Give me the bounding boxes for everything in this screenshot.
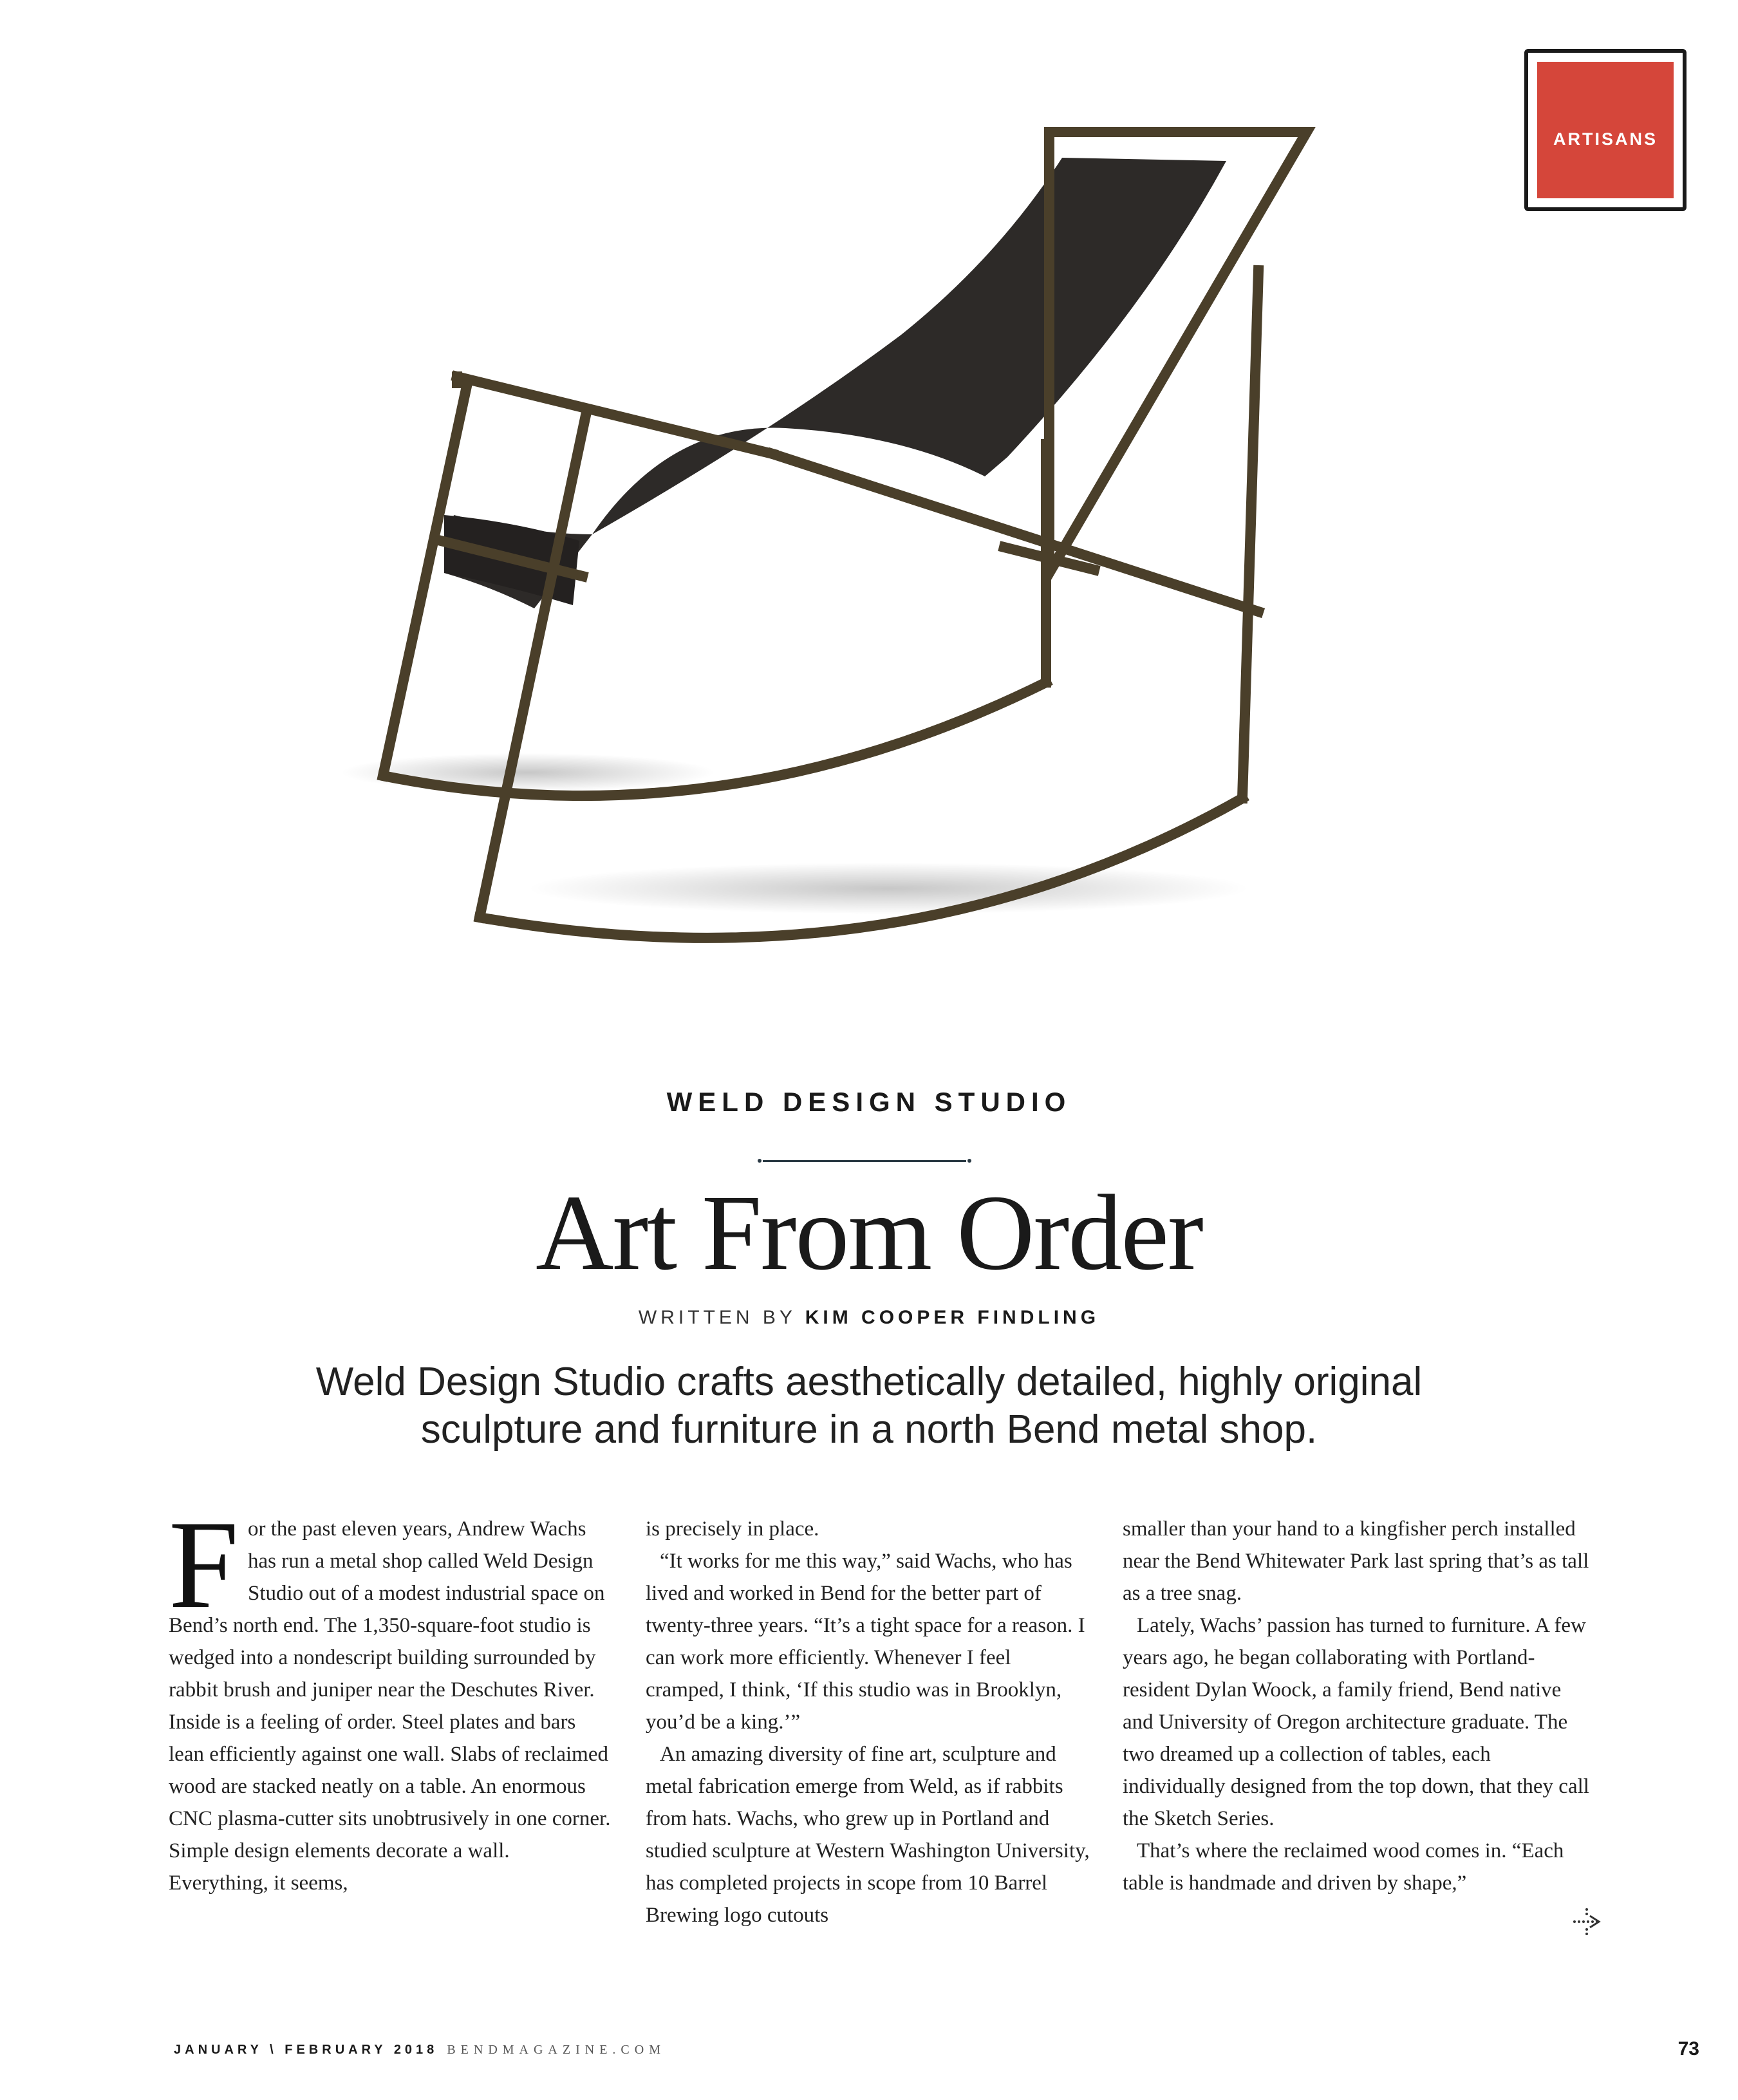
body-paragraph: smaller than your hand to a kingfisher perch installed near the Bend Whitewater Park last spring that’s as tall as a tree snag. xyxy=(1123,1517,1589,1605)
byline xyxy=(0,1307,1738,1329)
body-column-1 xyxy=(169,1495,613,1899)
section-label: ARTISANS xyxy=(1553,129,1658,149)
hero-chair-photo xyxy=(322,97,1352,1036)
footer-issue-date: JANUARY \ FEBRUARY 2018 xyxy=(174,2043,438,2057)
body-column-2 xyxy=(646,1513,1090,1931)
floor-shadow-right xyxy=(528,863,1249,914)
body-paragraph: “It works for me this way,” said Wachs, who has lived and worked in Bend for the better part of twenty-three years. “It’s a tight space for a reason. I can work more efficiently. Whenever I feel cramped, I think, ‘If this studio was in Brooklyn, you’d be a king.’” xyxy=(646,1550,1085,1734)
body-paragraph: An amazing diversity of fine art, sculpture and metal fabrication emerge from Weld, as if rabbits from hats. Wachs, who grew up in Portland and studied sculpture at Western Washington University, has completed projects in scope from 10 Barrel Brewing logo cutouts xyxy=(646,1743,1090,1927)
body-paragraph: Lately, Wachs’ passion has turned to furniture. A few years ago, he began collaborating with Portland-resident Dylan Woock, a family friend, Bend native and University of Oregon architecture graduate. The two dreamed up a collection of tables, each individually designed from the top down, that they call the Sketch Series. xyxy=(1123,1614,1589,1830)
floor-shadow-left xyxy=(341,753,715,792)
front-leg-near xyxy=(480,415,586,917)
section-badge-fill xyxy=(1537,62,1674,198)
body-paragraph: is precisely in place. xyxy=(646,1517,819,1541)
rear-leg-near xyxy=(1242,270,1258,798)
divider-rule xyxy=(763,1160,966,1162)
side-rail-near xyxy=(772,454,1258,612)
byline-author: KIM COOPER FINDLING xyxy=(805,1307,1100,1328)
body-column-3 xyxy=(1123,1513,1593,1899)
article-headline: Art From Order xyxy=(536,1173,1202,1293)
byline-prefix: WRITTEN BY xyxy=(638,1307,796,1328)
front-leg-far xyxy=(383,386,467,776)
footer-issue xyxy=(174,2043,666,2058)
drop-cap: F xyxy=(169,1495,239,1635)
footer-site: BENDMAGAZINE.COM xyxy=(447,2043,666,2057)
page-number: 73 xyxy=(1677,2038,1699,2059)
body-paragraph: or the past eleven years, Andrew Wachs has run a metal shop called Weld Design Studio out of a modest industrial space on Bend’s north end. The 1,350-square-foot studio is wedged into a nondescript building surrounded by rabbit brush and juniper near the Deschutes River. Inside is a feeling of order. Steel plates and bars lean efficiently against one wall. Slabs of reclaimed wood are stacked neatly on a table. An enormous CNC plasma-cutter sits unobtrusively in one corner. Simple design elements decorate a wall. Everything, it seems, xyxy=(169,1517,611,1895)
article-dek: Weld Design Studio crafts aesthetically detailed, highly original sculpture and furniture in a north Bend metal shop. xyxy=(315,1360,1423,1452)
section-badge xyxy=(1524,49,1687,211)
armrest xyxy=(457,377,772,454)
article-kicker: WELD DESIGN STUDIO xyxy=(666,1087,1072,1117)
body-paragraph: That’s where the reclaimed wood comes in. “Each table is handmade and driven by shape,” xyxy=(1123,1839,1564,1895)
continued-arrow-icon xyxy=(1571,1906,1603,1938)
